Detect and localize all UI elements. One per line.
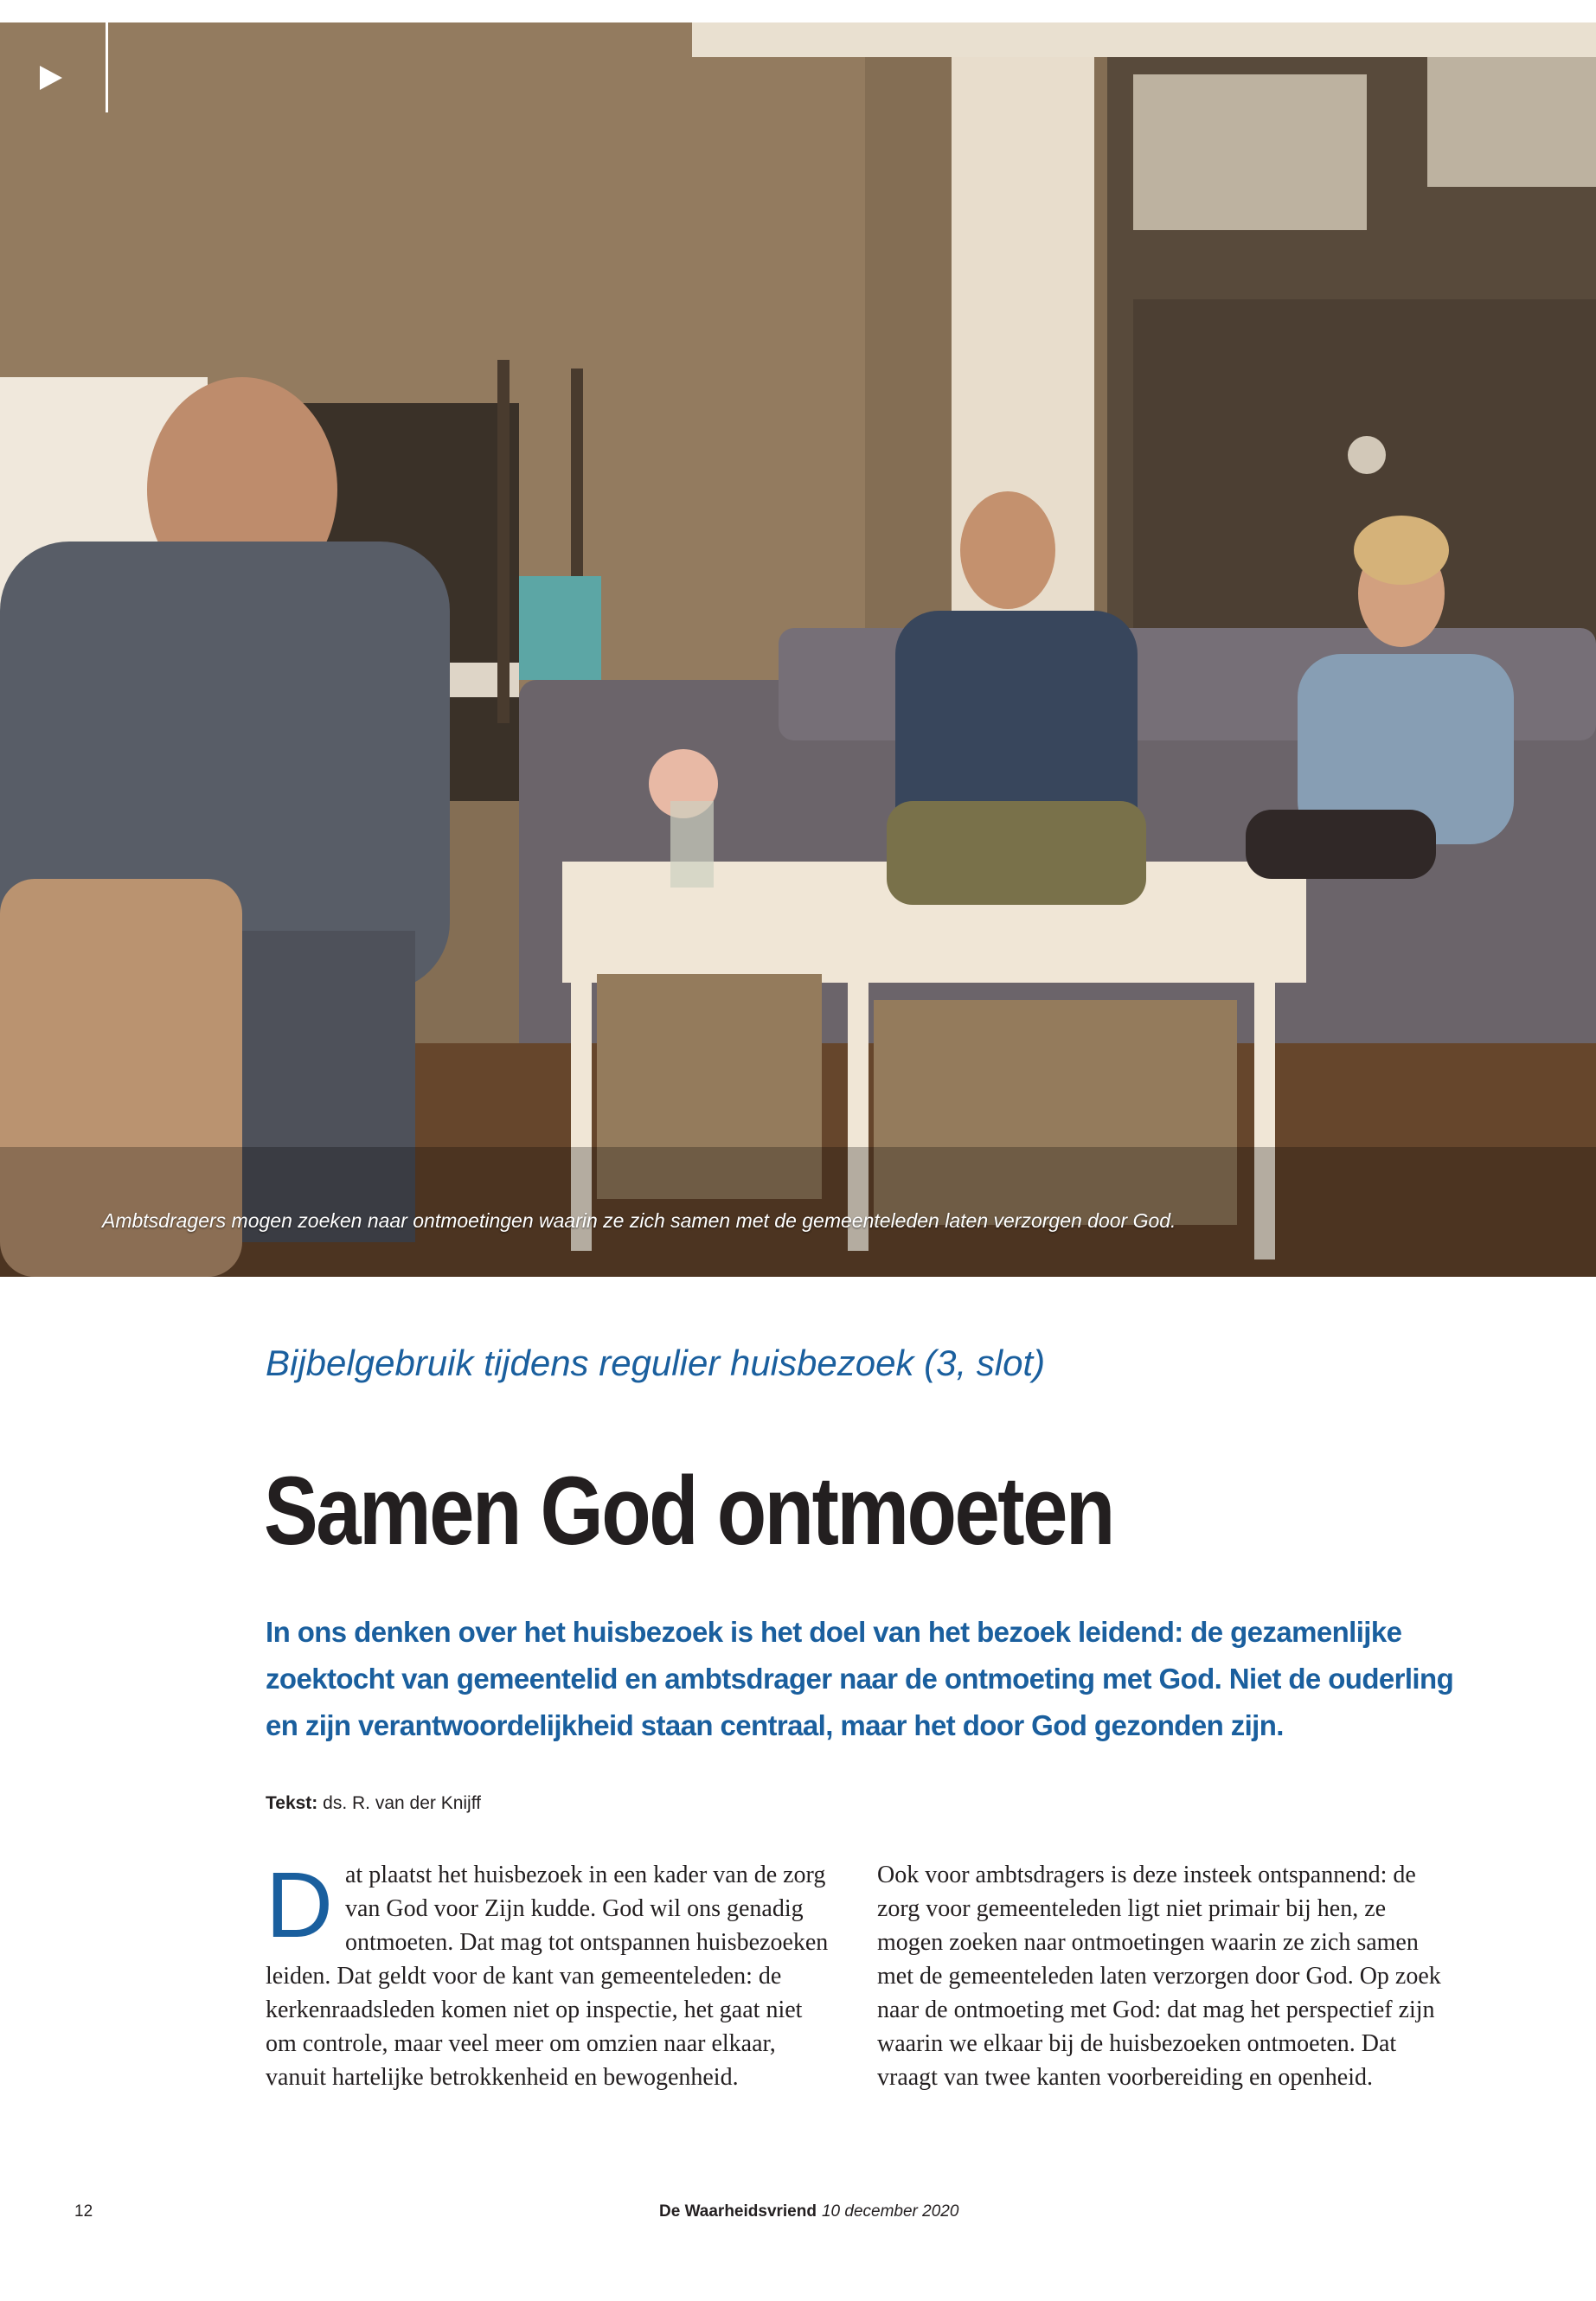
byline-label: Tekst: (266, 1793, 318, 1813)
body-column-1 (266, 1852, 836, 2094)
article-byline (266, 1793, 481, 1814)
body-text-2: Ook voor ambtsdragers is deze insteek ontspannend: de zorg voor gemeenteleden ligt niet primair bij hen, ze mogen zoeken naar ontmoetingen waarin ze zich samen met de gemeenteleden laten verzorgen door God. Op zoek naar de ontmoeting met God: dat mag het perspectief zijn waarin we elkaar bij de huisbezoeken ontmoeten. Dat vraagt van twee kanten voorbereiding en openheid. (877, 1862, 1441, 2091)
article-kicker: Bijbelgebruik tijdens regulier huisbezoek (3, slot) (266, 1343, 1046, 1383)
drop-cap: D (266, 1852, 333, 1957)
article-lead: In ons denken over het huisbezoek is het doel van het bezoek leidend: de gezamenlijke zoektocht van gemeentelid en ambtsdrager naar de ontmoeting met God. Niet de ouderling en zijn verantwoordelijkheid staan centraal, maar het door God gezonden zijn. (266, 1616, 1454, 1741)
body-text-1: at plaatst het huisbezoek in een kader van de zorg van God voor Zijn kudde. God wil ons genadig ontmoeten. Dat mag tot ontspannen huisbezoeken leiden. Dat geldt voor de kant van gemeenteleden: de kerkenraadsleden komen niet op inspectie, het gaat niet om controle, maar veel meer om omzien naar elkaar, vanuit hartelijke betrokkenheid en bewogenheid. (266, 1862, 829, 2091)
play-icon (40, 66, 62, 90)
photo-caption: Ambtsdragers mogen zoeken naar ontmoetingen waarin ze zich samen met de gemeenteleden laten verzorgen door God. (102, 1209, 1176, 1232)
footer-magazine (659, 2202, 958, 2221)
page-number: 12 (74, 2202, 93, 2221)
divider-line (106, 22, 108, 112)
byline-author: ds. R. van der Knijff (323, 1793, 482, 1813)
issue-date: 10 december 2020 (821, 2202, 959, 2221)
article-headline: Samen God ontmoeten (264, 1457, 1113, 1565)
magazine-name: De Waarheidsvriend (659, 2202, 817, 2221)
body-column-2 (877, 1858, 1448, 2094)
hero-photo (0, 22, 1596, 1277)
living-room-illustration (0, 22, 1596, 1277)
